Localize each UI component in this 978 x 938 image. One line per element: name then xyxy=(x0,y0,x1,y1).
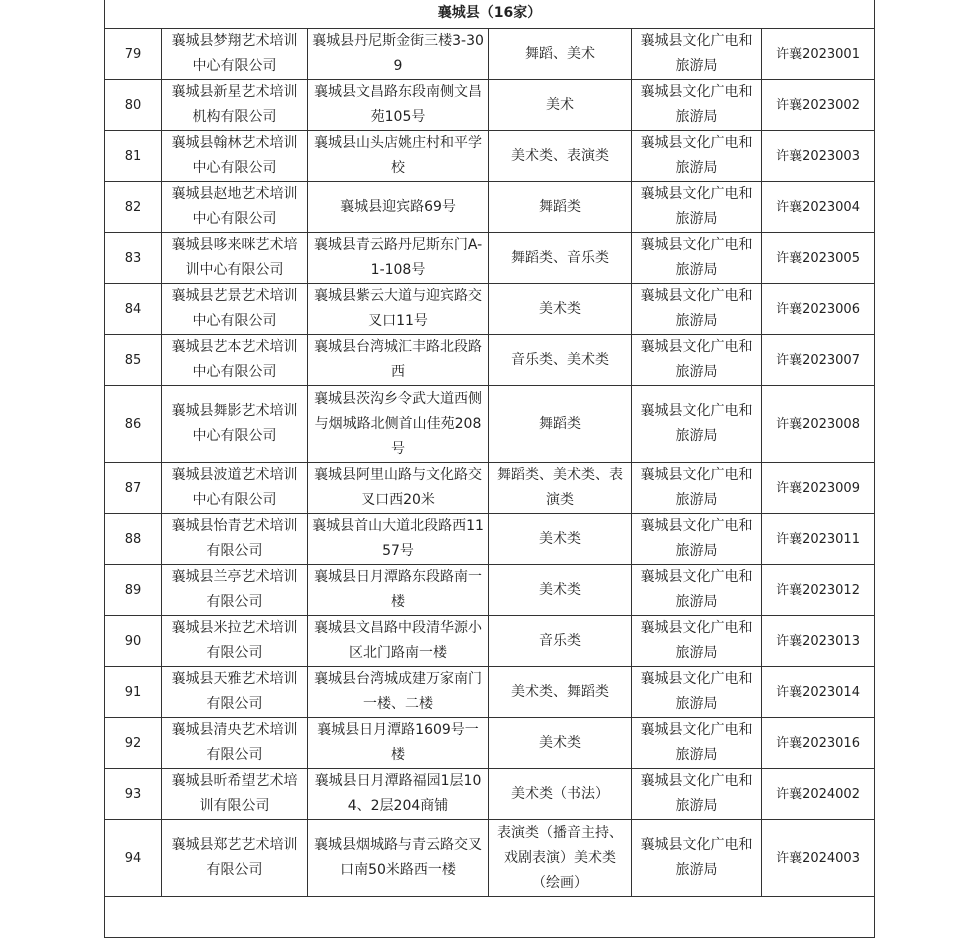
org-name: 襄城县舞影艺术培训中心有限公司 xyxy=(162,386,308,463)
table-row xyxy=(105,29,875,80)
approval-authority: 襄城县文化广电和旅游局 xyxy=(632,769,762,820)
section-header-row xyxy=(105,0,875,29)
org-name: 襄城县赵地艺术培训中心有限公司 xyxy=(162,182,308,233)
org-name: 襄城县新星艺术培训机构有限公司 xyxy=(162,80,308,131)
approval-authority: 襄城县文化广电和旅游局 xyxy=(632,820,762,897)
approval-authority: 襄城县文化广电和旅游局 xyxy=(632,667,762,718)
training-category: 美术类、舞蹈类 xyxy=(489,667,632,718)
training-category: 舞蹈类 xyxy=(489,386,632,463)
training-category: 音乐类、美术类 xyxy=(489,335,632,386)
org-address: 襄城县丹尼斯金街三楼3-309 xyxy=(308,29,489,80)
license-number: 许襄2023005 xyxy=(762,233,875,284)
org-name: 襄城县兰亭艺术培训有限公司 xyxy=(162,565,308,616)
license-number: 许襄2023016 xyxy=(762,718,875,769)
org-address: 襄城县首山大道北段路西1157号 xyxy=(308,514,489,565)
table-row xyxy=(105,284,875,335)
license-number: 许襄2023009 xyxy=(762,463,875,514)
license-table-body xyxy=(105,0,875,938)
org-address: 襄城县茨沟乡令武大道西侧与烟城路北侧首山佳苑208号 xyxy=(308,386,489,463)
license-number: 许襄2023002 xyxy=(762,80,875,131)
row-number: 90 xyxy=(105,616,162,667)
org-name: 襄城县郑艺艺术培训有限公司 xyxy=(162,820,308,897)
table-row xyxy=(105,565,875,616)
org-name: 襄城县怡青艺术培训有限公司 xyxy=(162,514,308,565)
org-address: 襄城县阿里山路与文化路交叉口西20米 xyxy=(308,463,489,514)
license-number: 许襄2023003 xyxy=(762,131,875,182)
license-number: 许襄2023001 xyxy=(762,29,875,80)
org-name: 襄城县天雅艺术培训有限公司 xyxy=(162,667,308,718)
training-category: 舞蹈、美术 xyxy=(489,29,632,80)
org-name: 襄城县昕希望艺术培训有限公司 xyxy=(162,769,308,820)
approval-authority: 襄城县文化广电和旅游局 xyxy=(632,233,762,284)
approval-authority: 襄城县文化广电和旅游局 xyxy=(632,386,762,463)
row-number: 85 xyxy=(105,335,162,386)
approval-authority: 襄城县文化广电和旅游局 xyxy=(632,616,762,667)
row-number: 94 xyxy=(105,820,162,897)
approval-authority: 襄城县文化广电和旅游局 xyxy=(632,80,762,131)
row-number: 86 xyxy=(105,386,162,463)
row-number: 80 xyxy=(105,80,162,131)
org-address: 襄城县文昌路东段南侧文昌苑105号 xyxy=(308,80,489,131)
row-number: 82 xyxy=(105,182,162,233)
approval-authority: 襄城县文化广电和旅游局 xyxy=(632,29,762,80)
approval-authority: 襄城县文化广电和旅游局 xyxy=(632,182,762,233)
approval-authority: 襄城县文化广电和旅游局 xyxy=(632,514,762,565)
approval-authority: 襄城县文化广电和旅游局 xyxy=(632,463,762,514)
license-number: 许襄2023006 xyxy=(762,284,875,335)
license-number: 许襄2023013 xyxy=(762,616,875,667)
license-number: 许襄2023014 xyxy=(762,667,875,718)
table-row xyxy=(105,463,875,514)
table-row xyxy=(105,514,875,565)
row-number: 87 xyxy=(105,463,162,514)
table-row xyxy=(105,718,875,769)
row-number: 81 xyxy=(105,131,162,182)
org-name: 襄城县米拉艺术培训有限公司 xyxy=(162,616,308,667)
org-name: 襄城县清央艺术培训有限公司 xyxy=(162,718,308,769)
org-name: 襄城县艺本艺术培训中心有限公司 xyxy=(162,335,308,386)
training-category: 舞蹈类、音乐类 xyxy=(489,233,632,284)
training-category: 美术类（书法） xyxy=(489,769,632,820)
row-number: 84 xyxy=(105,284,162,335)
org-address: 襄城县日月潭路1609号一楼 xyxy=(308,718,489,769)
training-category: 美术类 xyxy=(489,565,632,616)
training-category: 表演类（播音主持、戏剧表演）美术类（绘画） xyxy=(489,820,632,897)
table-row xyxy=(105,335,875,386)
org-name: 襄城县艺景艺术培训中心有限公司 xyxy=(162,284,308,335)
org-address: 襄城县日月潭路东段路南一楼 xyxy=(308,565,489,616)
table-row xyxy=(105,233,875,284)
license-number: 许襄2023012 xyxy=(762,565,875,616)
training-category: 美术类、表演类 xyxy=(489,131,632,182)
training-category: 音乐类 xyxy=(489,616,632,667)
org-address: 襄城县台湾城汇丰路北段路西 xyxy=(308,335,489,386)
approval-authority: 襄城县文化广电和旅游局 xyxy=(632,565,762,616)
row-number: 88 xyxy=(105,514,162,565)
table-row xyxy=(105,820,875,897)
training-category: 舞蹈类 xyxy=(489,182,632,233)
table-row xyxy=(105,131,875,182)
org-address: 襄城县山头店姚庄村和平学校 xyxy=(308,131,489,182)
org-name: 襄城县波道艺术培训中心有限公司 xyxy=(162,463,308,514)
org-name: 襄城县哆来咪艺术培训中心有限公司 xyxy=(162,233,308,284)
table-row xyxy=(105,386,875,463)
next-section-row xyxy=(105,897,875,938)
training-category: 舞蹈类、美术类、表演类 xyxy=(489,463,632,514)
license-number: 许襄2024003 xyxy=(762,820,875,897)
next-section-cell xyxy=(105,897,875,938)
approval-authority: 襄城县文化广电和旅游局 xyxy=(632,718,762,769)
org-address: 襄城县紫云大道与迎宾路交叉口11号 xyxy=(308,284,489,335)
table-row xyxy=(105,667,875,718)
training-category: 美术 xyxy=(489,80,632,131)
table-row xyxy=(105,80,875,131)
approval-authority: 襄城县文化广电和旅游局 xyxy=(632,335,762,386)
row-number: 79 xyxy=(105,29,162,80)
row-number: 93 xyxy=(105,769,162,820)
approval-authority: 襄城县文化广电和旅游局 xyxy=(632,284,762,335)
row-number: 92 xyxy=(105,718,162,769)
license-number: 许襄2023011 xyxy=(762,514,875,565)
training-category: 美术类 xyxy=(489,514,632,565)
org-address: 襄城县青云路丹尼斯东门A-1-108号 xyxy=(308,233,489,284)
table-row xyxy=(105,182,875,233)
training-category: 美术类 xyxy=(489,718,632,769)
license-number: 许襄2023007 xyxy=(762,335,875,386)
table-row xyxy=(105,769,875,820)
row-number: 83 xyxy=(105,233,162,284)
license-table xyxy=(104,0,875,938)
section-title: 襄城县（16家） xyxy=(105,0,875,29)
org-address: 襄城县迎宾路69号 xyxy=(308,182,489,233)
license-number: 许襄2024002 xyxy=(762,769,875,820)
license-number: 许襄2023008 xyxy=(762,386,875,463)
table-row xyxy=(105,616,875,667)
row-number: 89 xyxy=(105,565,162,616)
org-name: 襄城县梦翔艺术培训中心有限公司 xyxy=(162,29,308,80)
org-address: 襄城县烟城路与青云路交叉口南50米路西一楼 xyxy=(308,820,489,897)
org-address: 襄城县日月潭路福园1层104、2层204商铺 xyxy=(308,769,489,820)
org-address: 襄城县文昌路中段清华源小区北门路南一楼 xyxy=(308,616,489,667)
row-number: 91 xyxy=(105,667,162,718)
org-name: 襄城县翰林艺术培训中心有限公司 xyxy=(162,131,308,182)
license-number: 许襄2023004 xyxy=(762,182,875,233)
org-address: 襄城县台湾城成建万家南门一楼、二楼 xyxy=(308,667,489,718)
approval-authority: 襄城县文化广电和旅游局 xyxy=(632,131,762,182)
training-category: 美术类 xyxy=(489,284,632,335)
